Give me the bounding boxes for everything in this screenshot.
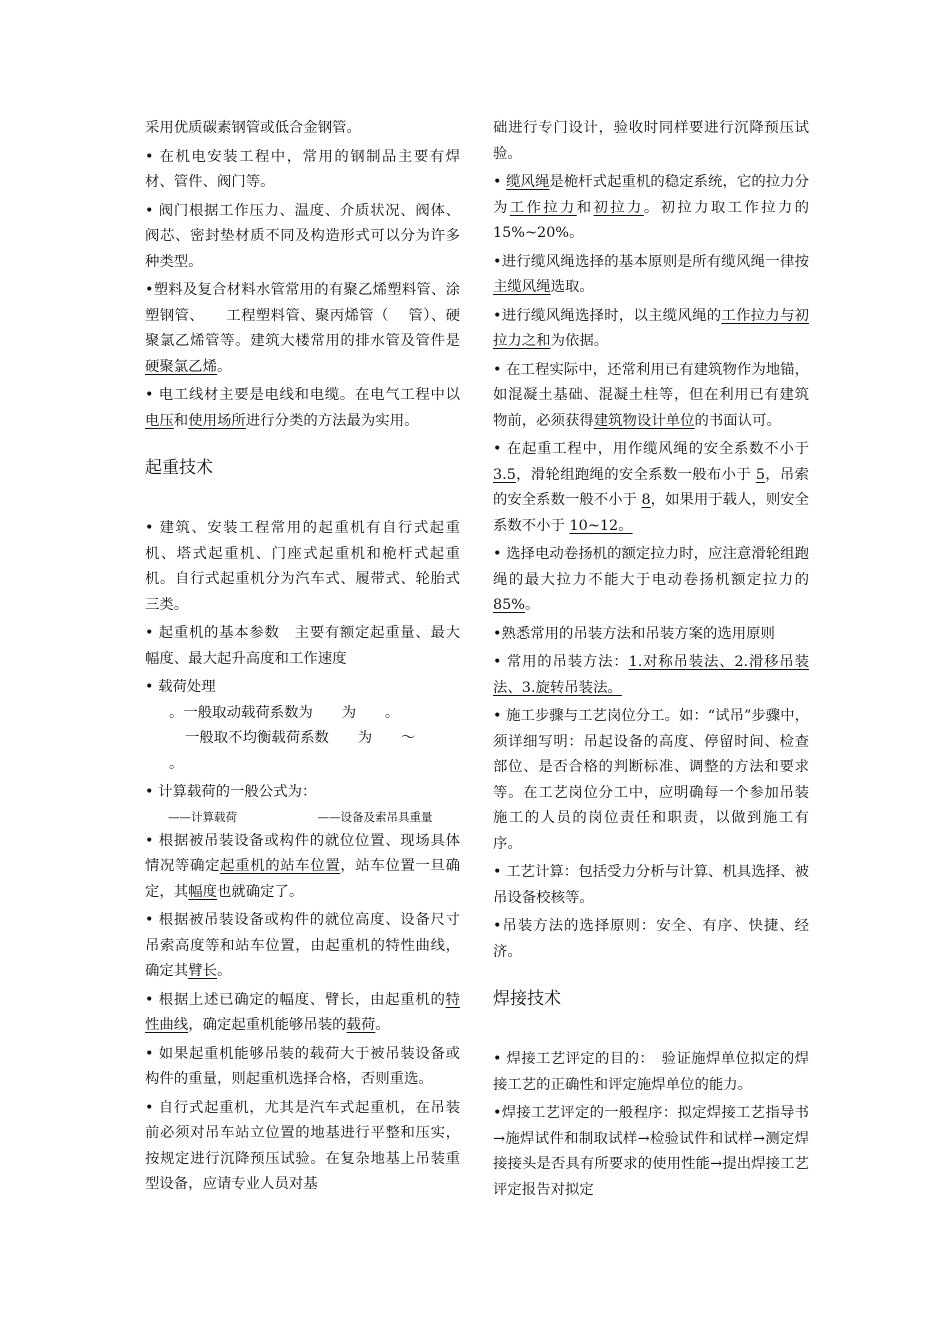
text: • 在工程实际中，还常利用已有建筑物作为地锚，如混凝土基础、混凝土柱等，但在利用已有建筑物前，必须获得 (493, 361, 809, 429)
paragraph (145, 1096, 460, 1198)
text: •进行缆风绳选择时，以主缆风绳的 (493, 307, 722, 324)
paragraph (145, 1042, 460, 1093)
section-heading-lifting: 起重技术 (145, 458, 213, 478)
text: • (493, 174, 507, 190)
text: 。 (375, 1017, 390, 1033)
paragraph (145, 701, 460, 727)
paragraph (493, 542, 809, 619)
text: • 阀门根据工作压力、温度、介质状况、阀体、阀芯、密封垫材质不同及构造形式可以分为许多种类型。 (145, 202, 460, 270)
text: 一般取不均衡载荷系数 为 ～ (185, 730, 416, 746)
underlined-term: 初拉力 (593, 199, 644, 216)
underlined-term: 电压 (145, 412, 174, 429)
section-heading-welding: 焊接技术 (493, 989, 561, 1009)
text: • 根据被吊装设备或构件的就位位置、现场具体情况等确定 (145, 832, 460, 874)
text: ，站车位置一旦确定，其 (145, 858, 460, 900)
paragraph (145, 675, 460, 701)
paragraph (493, 622, 809, 648)
text: • 根据上述已确定的幅度、臂长，由起重机的 (145, 991, 446, 1008)
underlined-term: 使用场所 (188, 412, 246, 429)
formula-legend (145, 808, 460, 826)
text: 。初拉力取工作拉力的 15%~20%。 (493, 199, 809, 241)
paragraph (145, 516, 460, 618)
paragraph (145, 278, 460, 380)
underlined-term: 3.5 (493, 466, 516, 483)
text: 选取。 (550, 279, 594, 295)
text: •熟悉常用的吊装方法和吊装方案的选用原则 (493, 625, 775, 642)
underlined-term: 建筑物设计单位 (593, 412, 695, 429)
left-column (145, 116, 460, 1201)
underlined-term: 8 (641, 492, 651, 508)
paragraph (145, 116, 460, 142)
text: 也就确定了。 (216, 883, 304, 900)
underlined-term: 起重机的站车位置 (220, 858, 341, 874)
paragraph (145, 988, 460, 1039)
text: 和 (576, 199, 594, 216)
paragraph (145, 780, 460, 806)
paragraph (493, 1047, 809, 1098)
paragraph (493, 704, 809, 857)
paragraph (145, 726, 460, 752)
text: •塑料及复合材料水管常用的有聚乙烯塑料管、涂塑钢管、 工程塑料管、聚丙烯管（ 管）、硬聚氯乙烯管等。建筑大楼常用的排水管及管件是 (145, 282, 460, 349)
text: • 根据被吊装设备或构件的就位高度、设备尺寸吊索高度等和站车位置，由起重机的特性曲线，确定其 (145, 912, 460, 979)
text: 。 (525, 597, 540, 613)
paragraph (493, 250, 809, 301)
text: 进行分类的方法最为实用。 (245, 412, 419, 429)
text: 采用优质碳素钢管或低合金钢管。 (145, 120, 361, 136)
text: • 自行式起重机，尤其是汽车式起重机，在吊装前必须对吊车站立位置的地基进行平整和压实，按规定进行沉降预压试验。在复杂地基上吊装重型设备，应请专业人员对基 (145, 1099, 460, 1192)
underlined-term: 10~12。 (569, 517, 633, 534)
paragraph (145, 621, 460, 672)
paragraph (145, 908, 460, 985)
text: ，如果用于载人，则安全系数不小于 (493, 492, 809, 534)
text: • 在机电安装工程中，常用的钢制品主要有焊材、管件、阀门等。 (145, 148, 460, 190)
underlined-term: 载荷 (346, 1017, 376, 1033)
text: 。 (216, 358, 232, 375)
paragraph (145, 752, 460, 778)
text: • 载荷处理 (145, 679, 216, 695)
text: •吊装方法的选择原则：安全、有序、快捷、经济。 (493, 918, 809, 960)
text: •焊接工艺评定的一般程序：拟定焊接工艺指导书→施焊试件和制取试样→检验试件和试样→测定焊接接头是否具有所要求的使用性能→提出焊接工艺评定报告对拟定 (493, 1105, 809, 1198)
paragraph (493, 116, 809, 167)
underlined-term: 幅度 (188, 883, 217, 900)
text: 和 (173, 412, 189, 429)
underlined-term: 工作拉力与初拉力之和 (493, 307, 809, 349)
text: • 常用的吊装方法： (493, 654, 629, 670)
text: 是桅杆式起重机的稳定系统，它的拉力分为 (493, 174, 809, 216)
text: • 起重机的基本参数 主要有额定起重量、最大幅度、最大起升高度和工作速度 (145, 625, 460, 667)
text: 。 (169, 755, 184, 772)
paragraph (145, 199, 460, 276)
text: • 电工线材主要是电线和电缆。在电气工程中以 (145, 387, 460, 403)
text: 础进行专门设计，验收时同样要进行沉降预压试验。 (493, 120, 809, 162)
text: ，滑轮组跑绳的安全系数一般布小于 (515, 466, 756, 483)
underlined-term: 缆风绳 (506, 174, 550, 190)
text: • 建筑、安装工程常用的起重机有自行式起重机、塔式起重机、门座式起重机和桅杆式起重机。自行式起重机分为汽车式、履带式、轮胎式三类。 (145, 520, 460, 613)
underlined-term: 1.对称吊装法、2.滑移吊装法、3.旋转吊装法。 (493, 654, 809, 696)
underlined-term: 特性曲线 (145, 991, 460, 1033)
text: 。一般取动载荷系数为 为 。 (169, 704, 400, 721)
paragraph (493, 358, 809, 435)
underlined-term: 硬聚氯乙烯 (145, 358, 217, 375)
paragraph (493, 1101, 809, 1203)
right-column (493, 116, 809, 1206)
paragraph (145, 829, 460, 906)
underlined-term: 臂长 (188, 963, 217, 979)
text: •进行缆风绳选择的基本原则是所有缆风绳一律按 (493, 253, 809, 270)
paragraph (493, 170, 809, 247)
underlined-term: 5 (755, 466, 765, 483)
paragraph (493, 914, 809, 965)
paragraph (145, 383, 460, 434)
text: • 施工步骤与工艺岗位分工。如：“试吊”步骤中，须详细写明：吊起设备的高度、停留时间、检查部位、是否合格的判断标准、调整的方法和要求等。在工艺岗位分工中，应明确每一个参加吊装施工的人员的岗位责任和职责，以做到施工有序。 (493, 708, 809, 852)
text: ，确定起重机能够吊装的 (188, 1017, 347, 1033)
paragraph (493, 437, 809, 539)
text: ，吊索的安全系数一般不小于 (493, 466, 809, 508)
paragraph (145, 145, 460, 196)
text: • 计算载荷的一般公式为： (145, 784, 317, 800)
text: 。 (216, 963, 232, 979)
underlined-term: 主缆风绳 (493, 279, 551, 295)
text: 为依据。 (550, 333, 609, 349)
text: • 选择电动卷扬机的额定拉力时，应注意滑轮组跑绳的最大拉力不能大于电动卷扬机额定拉力的 (493, 546, 809, 588)
text: • 在起重工程中，用作缆风绳的安全系数不小于 (493, 441, 809, 457)
paragraph (493, 860, 809, 911)
paragraph (493, 650, 809, 701)
underlined-term: 工作拉力 (509, 199, 577, 216)
text: • 如果起重机能够吊装的载荷大于被吊装设备或构件的重量，则起重机选择合格，否则重选。 (145, 1045, 460, 1087)
text: • 工艺计算：包括受力分析与计算、机具选择、被吊设备校核等。 (493, 864, 809, 906)
text: 的书面认可。 (694, 412, 781, 429)
text: ——计算载荷 ——设备及索吊具重量 (145, 809, 433, 824)
text: • 焊接工艺评定的目的： 验证施焊单位拟定的焊接工艺的正确性和评定施焊单位的能力。 (493, 1051, 809, 1093)
paragraph (493, 304, 809, 355)
underlined-term: 85% (493, 597, 525, 613)
